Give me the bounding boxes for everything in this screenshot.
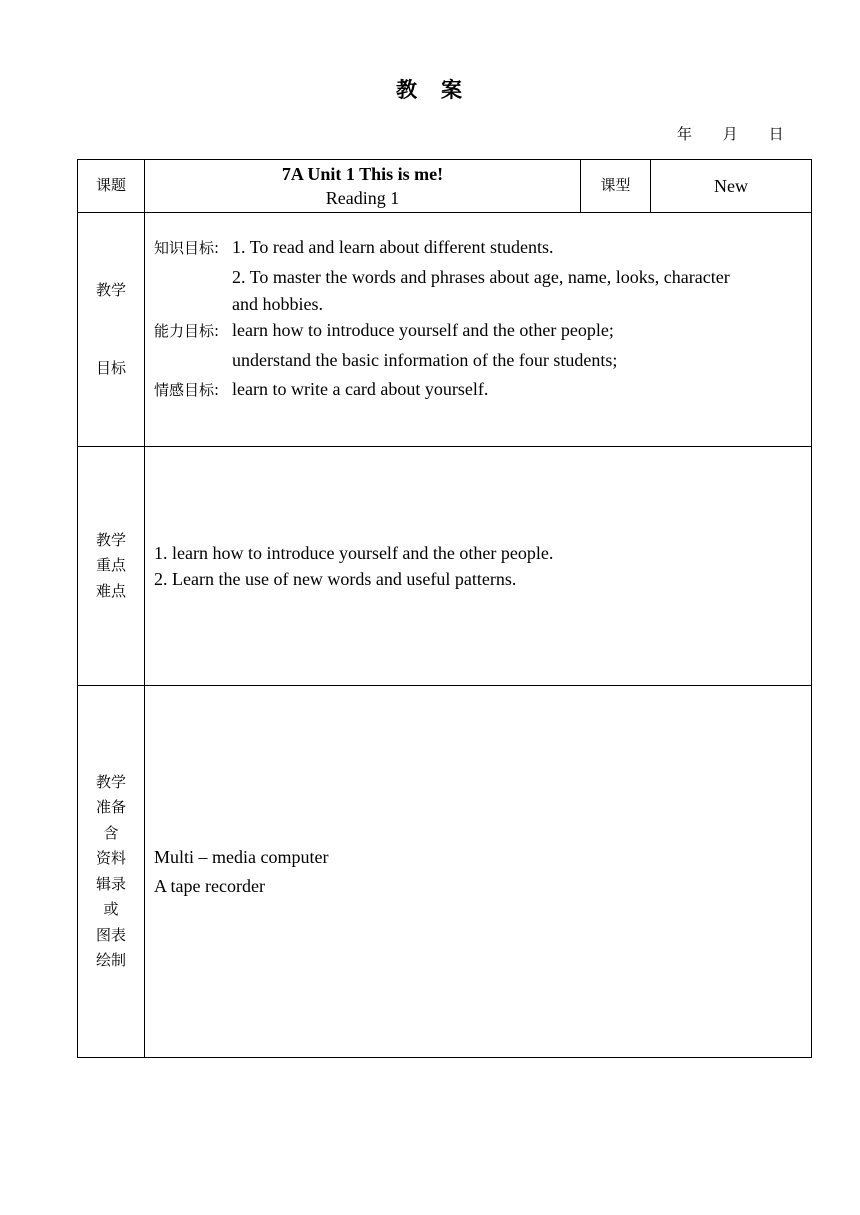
type-label: 课型 <box>600 176 631 195</box>
prep-label-3: 含 <box>103 823 119 842</box>
topic-title-cell <box>145 160 581 213</box>
goals-label-1: 教学 <box>95 281 126 299</box>
row-goals <box>78 213 812 447</box>
date-line <box>677 123 784 144</box>
date-year: 年 <box>677 125 693 143</box>
keypoints-label-3: 难点 <box>95 581 126 600</box>
title-char-2: 案 <box>441 78 464 102</box>
prep-label-4: 资料 <box>95 849 126 867</box>
page-title <box>0 74 860 104</box>
date-day: 日 <box>768 125 784 143</box>
date-month: 月 <box>722 125 738 143</box>
ability-goal-1: learn how to introduce yourself and the other people; <box>232 320 614 340</box>
title-char-1: 教 <box>396 78 419 102</box>
lesson-title: 7A Unit 1 This is me! <box>281 164 444 184</box>
keypoint-item-1: 1. learn how to introduce yourself and the other people. <box>154 543 554 563</box>
knowledge-goal-2a: 2. To master the words and phrases about age, name, looks, character <box>232 267 730 287</box>
topic-label-cell <box>78 160 145 213</box>
prep-label-1: 教学 <box>95 772 126 791</box>
prep-item-2: A tape recorder <box>154 875 265 896</box>
row-keypoints <box>78 447 812 686</box>
topic-label: 课题 <box>95 176 126 195</box>
keypoints-content-cell <box>145 447 812 686</box>
prep-label-8: 绘制 <box>95 951 126 969</box>
prep-content-cell <box>145 686 812 1058</box>
row-prep <box>78 686 812 1058</box>
type-value-cell <box>651 160 812 213</box>
type-value: New <box>714 175 748 196</box>
goals-label-2: 目标 <box>95 358 126 377</box>
lesson-plan-table <box>77 159 812 1058</box>
knowledge-goal-label: 知识目标: <box>154 239 220 257</box>
prep-label-5: 辑录 <box>95 874 126 893</box>
ability-goal-2: understand the basic information of the four students; <box>232 350 618 370</box>
prep-label-6: 或 <box>103 900 119 918</box>
type-label-cell <box>581 160 651 213</box>
knowledge-goal-2b: and hobbies. <box>232 294 323 314</box>
keypoint-item-2: 2. Learn the use of new words and useful patterns. <box>154 569 517 589</box>
ability-goal-label: 能力目标: <box>154 322 220 340</box>
prep-label-2: 准备 <box>95 798 126 816</box>
lesson-subtitle: Reading 1 <box>325 188 400 208</box>
row-topic <box>78 160 812 213</box>
emotion-goal-1: learn to write a card about yourself. <box>232 379 489 399</box>
keypoints-label-2: 重点 <box>95 556 126 575</box>
knowledge-goal-1: 1. To read and learn about different students. <box>232 237 554 257</box>
goals-content-cell <box>145 213 812 447</box>
prep-item-1: Multi – media computer <box>154 846 329 867</box>
prep-label-7: 图表 <box>95 925 126 944</box>
prep-label-cell <box>78 686 145 1058</box>
emotion-goal-label: 情感目标: <box>154 381 220 399</box>
goals-label-cell <box>78 213 145 447</box>
keypoints-label-1: 教学 <box>95 530 126 549</box>
keypoints-label-cell <box>78 447 145 686</box>
